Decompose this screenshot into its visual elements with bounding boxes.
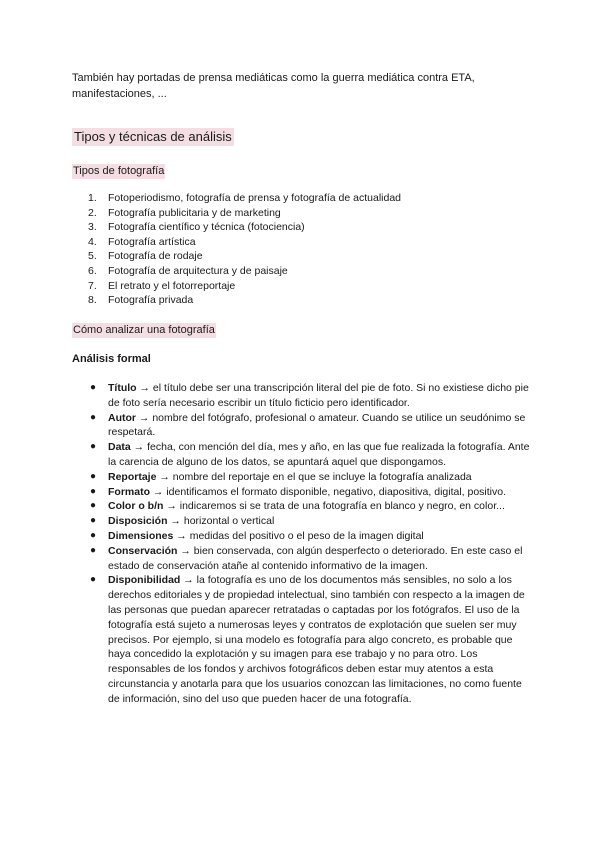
section-title: Tipos y técnicas de análisis (74, 129, 232, 144)
formal-fields-list (72, 381, 532, 707)
intro-paragraph: También hay portadas de prensa mediáticas como la guerra mediática contra ETA, manifestaciones, ... (72, 72, 475, 100)
field-description: → nombre del reportaje en el que se incluye la fotografía analizada (156, 470, 472, 483)
list-item (72, 279, 532, 294)
field-description: → la fotografía es uno de los documentos más sensibles, no solo a los derechos editoriales y de propiedad intelectual, sino también con respecto a la imagen de las personas que puedan aparecer retratadas o captadas por los fotógrafos. El uso de la fotografía está sujeto a numerosas leyes y contratos de explotación que suelen ser muy precisos. Por ejemplo, si una modelo es fotografía para algo concreto, es probable que haya concedido la explotación y su imagen para ese trabajo y no para otro. Los responsables de los fondos y archivos fotográficos deben estar muy atentos a esta circunstancia y anotarla para que los usuarios conozcan las limitaciones, no como fuente de información, sino del uso que pueden hacer de una fotografía. (108, 574, 525, 705)
list-item (72, 470, 532, 485)
field-term: Disponibilidad (108, 574, 181, 587)
bullet-icon: ● (90, 529, 97, 541)
list-number: 4. (88, 235, 97, 248)
list-item-text: Fotografía de arquitectura y de paisaje (108, 264, 288, 277)
list-item (72, 235, 532, 250)
list-item (72, 573, 532, 706)
field-term: Data (108, 441, 131, 454)
list-item (72, 440, 532, 470)
field-description: → fecha, con mención del día, mes y año, en las que fue realizada la fotografía. Ante la carencia de alguno de los datos, se apuntará aquel que dispongamos. (108, 441, 530, 468)
list-item-text: Fotografía artística (108, 235, 196, 248)
field-term: Color o b/n (108, 500, 164, 513)
list-item-text: Fotoperiodismo, fotografía de prensa y fotografía de actualidad (108, 192, 402, 204)
types-heading: Tipos de fotografía (73, 165, 165, 177)
field-term: Dimensiones (108, 529, 174, 542)
field-description: → bien conservada, con algún desperfecto o deteriorado. En este caso el estado de conservación atañe al contenido informativo de la imagen. (108, 544, 523, 572)
list-item (72, 381, 532, 411)
field-term: Formato (108, 485, 150, 498)
bullet-icon: ● (90, 500, 97, 512)
types-list (72, 191, 532, 308)
list-item-text: El retrato y el fotorreportaje (108, 279, 236, 292)
bullet-icon: ● (90, 382, 97, 393)
field-description: → el título debe ser una transcripción literal del pie de foto. Si no existiese dicho pie de foto sería necesario escribir un título ficticio pero identificador. (108, 382, 529, 409)
field-term: Disposición (108, 515, 168, 528)
list-item (72, 264, 532, 279)
list-item-text: Fotografía publicitaria y de marketing (108, 206, 281, 219)
formal-analysis-heading: Análisis formal (72, 353, 151, 365)
list-item (72, 191, 532, 206)
list-item (72, 499, 532, 514)
list-item (72, 544, 532, 574)
list-item (72, 411, 532, 441)
list-number: 7. (88, 279, 97, 292)
bullet-icon: ● (90, 574, 97, 586)
bullet-icon: ● (90, 470, 97, 482)
list-item (72, 206, 532, 221)
list-item-text: Fotografía de rodaje (108, 250, 203, 263)
field-term: Conservación (108, 544, 178, 557)
list-item-text: Fotografía científico y técnica (fotociencia) (108, 221, 305, 234)
list-item (72, 514, 532, 529)
bullet-icon: ● (90, 515, 97, 527)
list-item (72, 293, 532, 308)
list-number: 5. (88, 250, 97, 263)
analyze-heading: Cómo analizar una fotografía (73, 324, 215, 336)
bullet-icon: ● (90, 411, 97, 423)
field-description: → medidas del positivo o el peso de la imagen digital (173, 529, 424, 542)
field-description: → identificamos el formato disponible, negativo, diapositiva, digital, positivo. (150, 485, 507, 498)
field-description: → indicaremos si se trata de una fotografía en blanco y negro, en color... (163, 500, 505, 513)
bullet-icon: ● (90, 441, 97, 453)
list-number: 3. (88, 221, 97, 234)
list-number: 1. (88, 192, 97, 204)
field-description: → horizontal o vertical (167, 515, 275, 528)
list-number: 2. (88, 206, 97, 219)
list-item-text: Fotografía privada (108, 294, 194, 307)
bullet-icon: ● (90, 544, 97, 556)
field-term: Reportaje (108, 470, 157, 483)
field-description: → nombre del fotógrafo, profesional o amateur. Cuando se utilice un seudónimo se respetará. (108, 411, 526, 439)
list-item (72, 485, 532, 500)
bullet-icon: ● (90, 485, 97, 497)
field-term: Título (108, 382, 137, 394)
list-number: 6. (88, 264, 97, 277)
field-term: Autor (108, 411, 136, 424)
list-item (72, 529, 532, 544)
list-item (72, 249, 532, 264)
list-number: 8. (88, 294, 97, 307)
list-item (72, 220, 532, 235)
